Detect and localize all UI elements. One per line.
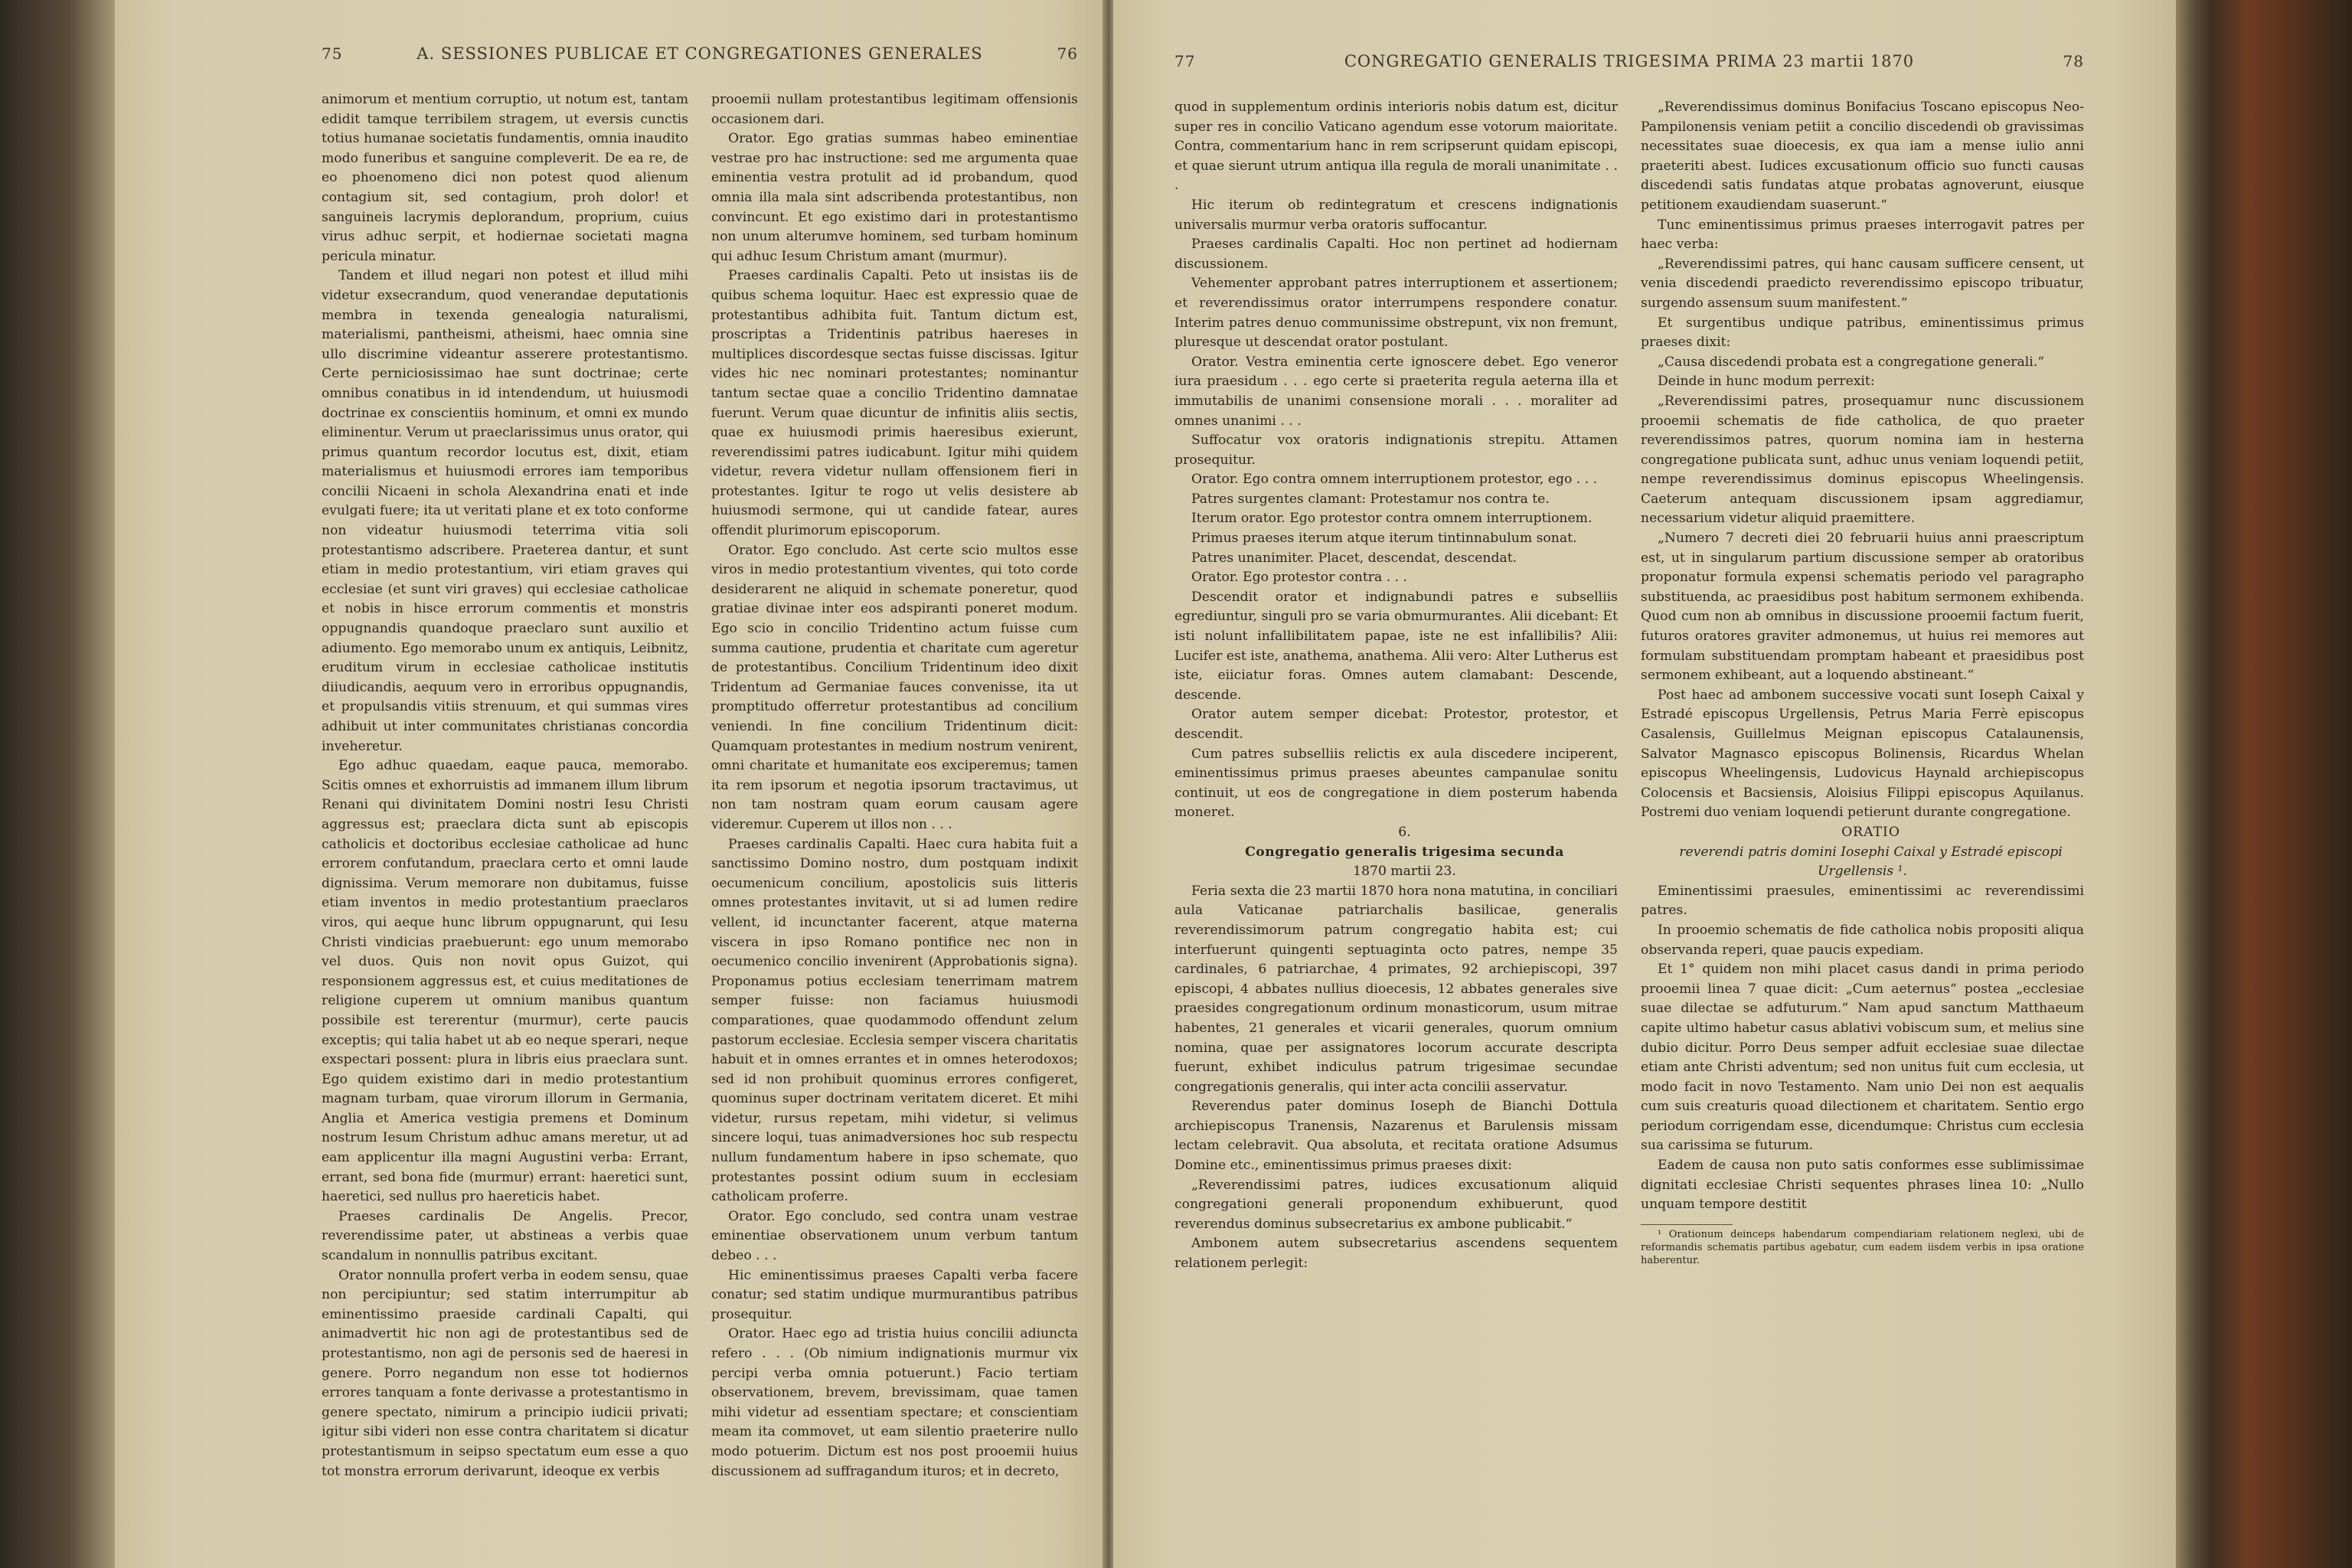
paragraph: Patres unanimiter. Placet, descendat, descendat. (1191, 550, 1517, 566)
paragraph: „Reverendissimus dominus Bonifacius Toscano episcopus Neo-Pampilonensis veniam petiit a concilio discedendi ob gravissimas necessitates suae dioecesis, ex qua iam a mense iulio anni praeteriti abest. Iudices excusationum officio suo functi causas discedendi satis fundatas atque probatas agnoverunt, eiusque petitionem exaudiendam suaserunt.“ (1641, 100, 2084, 213)
book-binding-edge (2176, 0, 2352, 1568)
paragraph: Orator. Ego concludo, sed contra unam vestrae eminentiae observationem unum verbum tantum debeo . . . (711, 1208, 1078, 1264)
paragraph: Feria sexta die 23 martii 1870 hora nona matutina, in conciliari aula Vaticanae patriarchalis basilicae, generalis reverendissimorum patrum congregatio habita est; cui interfuerunt quingenti septuaginta octo patres, nempe 35 cardinales, 6 patriarchae, 4 primates, 92 archiepiscopi, 397 episcopi, 4 abbates nullius dioecesis, 12 abbates generales sive praesides congregationum ordinum monasticorum, usum mitrae habentes, 21 generales et vicarii generales, quorum omnium nomina, quae per assignatores locorum accurate descripta fuerunt, exhibet indiculus patrum trigesimae secundae congregationis generalis, qui inter acta concilii asservatur. (1174, 883, 1618, 1095)
section-date: 1870 martii 23. (1353, 864, 1456, 880)
paragraph: Eminentissimi praesules, eminentissimi ac reverendissimi patres. (1641, 883, 2084, 919)
paragraph: Orator. Ego contra omnem interruptionem protestor, ego . . . (1191, 472, 1598, 488)
oratio-title: ORATIO (1841, 824, 1900, 840)
paragraph: Praeses cardinalis De Angelis. Precor, reverendissime pater, ut abstineas a verbis quae scandalum in nonnullis patribus excitant. (322, 1208, 688, 1264)
paragraph: Orator autem semper dicebat: Protestor, protestor, et descendit. (1174, 707, 1618, 742)
paragraph: Hic eminentissimus praeses Capalti verba facere conatur; sed statim undique murmurantibus patribus prosequitur. (711, 1267, 1078, 1322)
text-column-left (322, 90, 688, 1481)
paragraph: Eadem de causa non puto satis conformes esse sublimissimae dignitati ecclesiae Christi sequentes phrases linea 10: „Nullo unquam tempore destitit (1641, 1158, 2084, 1213)
paragraph: Patres surgentes clamant: Protestamur nos contra te. (1191, 491, 1550, 507)
paragraph: Hic iterum ob redintegratum et crescens indignationis universalis murmur verba oratoris suffocantur. (1174, 197, 1618, 233)
paragraph: Cum patres subselliis relictis ex aula discedere inciperent, eminentissimus primus praeses abeuntes campanulae sonitu continuit, ut eos de congregatione in diem posterum habenda moneret. (1174, 746, 1618, 821)
paragraph: Orator. Ego concludo. Ast certe scio multos esse viros in medio protestantium viventes, qui toto corde desiderarent ne aliquid in schemate poneretur, quod gratiae divinae inter eos adspiranti poneret modum. Ego scio in concilio Tridentino actum fuisse cum summa cautione, prudentia et charitate cum ageretur de protestantibus. Concilium Tridentinum ideo dixit Tridentum ad Germaniae fauces convenisse, ita ut promptitudo offerretur protestantibus ad concilium veniendi. In fine concilium Tridentinum dicit: Quamquam protestantes in medium nostrum venirent, omni charitate et humanitate eos exciperemus; tamen ita rem ipsorum et negotia ipsorum tractavimus, ut non tam nostram quam eorum causam agere videremur. Cuperem ut illos non . . . (711, 542, 1078, 832)
text-columns (1174, 98, 2084, 1274)
paragraph: Praeses cardinalis Capalti. Peto ut insistas iis de quibus schema loquitur. Haec est expressio quae de protestantibus adhibita fuit. Tantum dictum est, proscriptas a Tridentinis patribus haereses in multiplices discordesque sectas fuisse discissas. Igitur vides hic nec nominari protestantes; nominantur tantum sectae quae a concilio Tridentino damnatae fuerunt. Verum quae dicuntur de infinitis aliis sectis, quae ex huiusmodi primis haeresibus exierunt, reverendissimi patres iudicabunt. Igitur mihi quidem videtur, revera videtur nullam offensionem fieri in protestantes. Igitur te rogo ut velis desistere ab huiusmodi sermone, qui ut candide fatear, aures offendit plurimorum episcoporum. (711, 268, 1078, 539)
paragraph: Praeses cardinalis Capalti. Hoc non pertinet ad hodiernam discussionem. (1174, 237, 1618, 272)
paragraph: Iterum orator. Ego protestor contra omnem interruptionem. (1191, 511, 1592, 527)
paragraph: „Causa discedendi probata est a congregatione generali.“ (1658, 354, 2044, 370)
paragraph: „Reverendissimi patres, qui hanc causam sufficere censent, ut venia discedendi praedicto reverendissimo episcopo tribuatur, surgendo assensum suum manifestent.“ (1641, 256, 2084, 311)
paragraph: Tandem et illud negari non potest et illud mihi videtur exsecrandum, quod venerandae deputationis membra in texenda genealogia naturalismi, materialismi, pantheismi, atheismi, haec omnia sine ullo discrimine videantur asserere protestantismo. Certe perniciosissimao hae sunt doctrinae; certe omnibus conatibus in id intendendum, ut huiusmodi doctrinae ex conscientiis hominum, et omni ex mundo eliminentur. Verum ut praeclarissimus unus orator, qui primus quantum recordor locutus est, dixit, etiam materialismus et huiusmodi errores iam temporibus concilii Nicaeni in schola Alexandrina enati et inde evulgati fuere; ita ut veritati plane et ex toto conforme non videatur huiusmodi teterrima vitia soli protestantismo adscribere. Praeterea dantur, et sunt etiam in medio protestantium, viri etiam graves qui ecclesiae (et sunt viri graves) qui ecclesiae catholicae et nobis in hisce errorum commentis et monstris oppugnandis quandoque praeclaro sunt auxilio et adiumento. Ego memorabo unum ex antiquis, Leibnitz, eruditum virum in ecclesiae catholicae institutis diiudicandis, aequum vero in erroribus oppugnandis, et propulsandis vitiis strenuum, et qui summas vires adhibuit ut inter communitates christianas concordia inveheretur. (322, 268, 688, 754)
page-header-title: CONGREGATIO GENERALIS TRIGESIMA PRIMA 23 martii 1870 (1344, 52, 1915, 70)
paragraph: Orator. Haec ego ad tristia huius concilii adiuncta refero . . . (Ob nimium indignationis murmur vix percipi verba omnia potuerunt.) Facio tertiam observationem, brevem, brevissimam, quae tamen mihi videtur ad essentiam spectare; et conscientiam meam ita commovet, ut eam silentio praeterire nullo modo potuerim. Dictum est nos post prooemii huius discussionem ad suffragandum ituros; et in decreto, (711, 1326, 1078, 1479)
paragraph: Ambonem autem subsecretarius ascendens sequentem relationem perlegit: (1174, 1236, 1618, 1272)
paragraph: Et surgentibus undique patribus, eminentissimus primus praeses dixit: (1641, 315, 2084, 351)
paragraph: Descendit orator et indignabundi patres e subselliis egrediuntur, singuli pro se varia obmurmurantes. Alii dicebant: Et isti nolunt infallibilitatem papae, iste ne est infallibilis? Alii: Lucifer est iste, anathema, anathema. Alii vero: Alter Lutherus est iste, eiiciatur foras. Omnes autem clamabant: Descende, descende. (1174, 589, 1618, 703)
paragraph: prooemii nullam protestantibus legitimam offensionis occasionem dari. (711, 92, 1078, 127)
paragraph: „Numero 7 decreti diei 20 februarii huius anni praescriptum est, ut in singularum partium discussione semper ab oratoribus proponatur formula expensi schematis periodo vel paragrapho substituenda, ac praesidibus post habitum sermonem exhibenda. Quod cum non ab omnibus in discussione prooemii factum fuerit, futuros oratores graviter admonemus, ut huius rei memores aut formulam substituendam promptam habeant et praesidibus post sermonem exhibeant, aut a loquendo abstineant.“ (1641, 531, 2084, 684)
paragraph: Post haec ad ambonem successive vocati sunt Ioseph Caixal y Estradé episcopus Urgellensis, Petrus Maria Ferrè episcopus Casalensis, Guillelmus Meignan episcopus Catalaunensis, Salvator Magnasco episcopus Bolinensis, Ricardus Whelan episcopus Wheelingensis, Ludovicus Haynald archiepiscopus Colocensis et Bacsiensis, Aloisius Filippi episcopus Aquilanus. Postremi duo veniam loquendi petierunt durante congregatione. (1641, 687, 2084, 821)
paragraph: „Reverendissimi patres, prosequamur nunc discussionem prooemii schematis de fide catholica, de quo praeter reverendissimos patres, quorum nomina iam in hesterna congregatione publicata sunt, adhuc unus veniam loquendi petiit, nempe reverendissimus dominus episcopus Wheelingensis. Caeterum antequam discussionem ipsam aggrediamur, necessarium videtur aliquid praemittere. (1641, 393, 2084, 527)
page-header-title: A. SESSIONES PUBLICAE ET CONGREGATIONES GENERALES (416, 44, 983, 63)
paragraph: „Reverendissimi patres, iudices excusationum aliquid congregationi generali proponendum exhibuerunt, quod reverendus dominus subsecretarius ex ambone publicabit.“ (1174, 1177, 1618, 1232)
paragraph: Praeses cardinalis Capalti. Haec cura habita fuit a sanctissimo Domino nostro, dum postquam indixit oecumenicum concilium, apostolicis suis litteris omnes protestantes invitavit, ut si ad lumen redire vellent, id incunctanter facerent, atque materna viscera in ipso Romano pontifice nec non in oecumenico concilio invenirent (Approbationis signa). Proponamus potius ecclesiam tenerrimam matrem semper fuisse: non faciamus huiusmodi comparationes, quae quodammodo offendunt zelum pastorum ecclesiae. Ecclesia semper viscera charitatis habuit et in omnes errantes et in omnes heterodoxos; sed id non prohibuit quominus errores configeret, quominus super doctrinam veritatem diceret. Et mihi videtur, rursus repetam, mihi videtur, si velimus sincere loqui, tuas animadversiones hoc sub respectu nullum fundamentum habere in ipso schemate, quo protestantes possint odium suum in ecclesiam catholicam proferre. (711, 836, 1078, 1205)
paragraph: animorum et mentium corruptio, ut notum est, tantam edidit tamque terribilem stragem, ut eversis cunctis totius humanae societatis fundamentis, omnia inaudito modo funeribus et sanguine compleverit. De ea re, de eo phoenomeno dici non potest quod alienum contagium sit, sed contagium, proh dolor! et sanguineis lacrymis deplorandum, proprium, cuius virus adhuc serpit, et hodiernae societati magna pericula minatur. (322, 92, 688, 264)
paragraph: Vehementer approbant patres interruptionem et assertionem; et reverendissimus orator interrumpens respondere conatur. Interim patres denuo communissime obstrepunt, vix non fremunt, pluresque ut descendat orator postulant. (1174, 276, 1618, 351)
text-columns (322, 90, 1078, 1481)
oratio-subtitle: reverendi patris domini Iosephi Caixal y Estradé episcopi Urgellensis ¹. (1679, 844, 2063, 880)
right-page (1113, 0, 2176, 1568)
paragraph: Orator. Vestra eminentia certe ignoscere debet. Ego veneror iura praesidum . . . ego certe si praeterita regula aeterna illa et immutabilis de unanimi consensione morali . . . moraliter ad omnes unanimi . . . (1174, 354, 1618, 429)
paragraph: Primus praeses iterum atque iterum tintinnabulum sonat. (1191, 531, 1577, 547)
running-head-left (322, 44, 1078, 63)
paragraph: Reverendus pater dominus Ioseph de Bianchi Dottula archiepiscopus Tranensis, Nazarenus et Barulensis missam lectam celebravit. Qua absoluta, et recitata oratione Adsumus Domine etc., eminentissimus primus praeses dixit: (1174, 1099, 1618, 1174)
running-head-right (1174, 52, 2084, 70)
footnote: ¹ Orationum deinceps habendarum compendiariam relationem neglexi, ubi de reformandis schematis partibus agebatur, cum eadem iisdem verbis in ipsa oratione haberentur. (1641, 1228, 2084, 1266)
left-page (115, 0, 1106, 1568)
paragraph: Orator nonnulla profert verba in eodem sensu, quae non percipiuntur; sed statim interrumpitur ab eminentissimo praeside cardinali Capalti, qui animadvertit hic non agi de protestantibus sed de protestantismo, non agi de personis sed de haeresi in genere. Porro negandum non esse tot hodiernos errores tanquam a fonte derivasse a protestantismo in genere spectato, nimirum a principio iudicii privati; igitur sibi videri non esse contra charitatem si dicatur protestantismum in seipso spectatum eum esse a quo tot monstra errorum derivarunt, ideoque ex verbis (322, 1267, 688, 1479)
paragraph: Ego adhuc quaedam, eaque pauca, memorabo. Scitis omnes et exhorruistis ad immanem illum librum Renani qui divinitatem Domini nostri Iesu Christi aggressus est; praeclara dicta sunt ab episcopis catholicis et doctoribus ecclesiae catholicae ad hunc errorem confutandum, praeclara certo et omni laude dignissima. Verum memorare non dubitamus, fuisse etiam inventos in medio protestantium praeclaros viros, qui aeque hunc librum oppugnarunt, qui Iesu Christi vindicias praebuerunt: ego unum memorabo vel duos. Quis non novit opus Guizot, qui responsionem aggressus est, et cuius meditationes de religione cuperem ut omnium manibus quantum possibile est tererentur (murmur), certe paucis exceptis; qui talia habet ut ab eo neque sperari, neque exspectari possent: plura in libris eius praeclara sunt. Ego quidem existimo dari in medio protestantium magnam turbam, quae virorum illorum in Germania, Anglia et America vestigia premens et Dominum nostrum Iesum Christum adhuc amans meretur, ut ad eam applicentur illa magni Augustini verba: Errant, errant, sed bona fide (murmur) errant: haeretici sunt, haeretici, sed nullus pro haereticis habet. (322, 758, 688, 1205)
page-number: 76 (1057, 44, 1078, 63)
paragraph: Orator. Ego gratias summas habeo eminentiae vestrae pro hac instructione: sed me argumenta quae eminentia vestra protulit ad id probandum, quod omnia illa mala sint adscribenda protestantibus, non convincunt. Et ego existimo dari in protestantismo non unum alterumve hominem, sed turbam hominum qui adhuc Iesum Christum amant (murmur). (711, 131, 1078, 264)
paragraph: In prooemio schematis de fide catholica nobis propositi aliqua observanda reperi, quae paucis expediam. (1641, 922, 2084, 958)
page-number: 77 (1174, 52, 1196, 70)
text-column-left (1174, 98, 1618, 1274)
text-column-right (711, 90, 1078, 1481)
book-edge-left (0, 0, 115, 1568)
paragraph: Suffocatur vox oratoris indignationis strepitu. Attamen prosequitur. (1174, 433, 1618, 468)
paragraph: Tunc eminentissimus primus praeses interrogavit patres per haec verba: (1641, 217, 2084, 253)
paragraph: Et 1° quidem non mihi placet casus dandi in prima periodo prooemii linea 7 quae dicit: „Cum aeternus“ postea „ecclesiae suae dilectae se adfuturum.“ Nam apud sanctum Matthaeum capite ultimo habetur casus ablativi vobiscum sum, et melius sine dubio dicitur. Porro Deus semper adfuit ecclesiae suae dilectae etiam ante Christi adventum; sed non unitus fuit cum ecclesia, ut modo facit in novo Testamento. Nam unio Dei non est aequalis cum suis creaturis quoad dilectionem et charitatem. Sentio ergo periodum corrigendam esse, dicendumque: Christus cum ecclesia sua carissima se futurum. (1641, 962, 2084, 1154)
footnote-rule (1641, 1224, 1733, 1225)
paragraph: quod in supplementum ordinis interioris nobis datum est, dicitur super res in concilio Vaticano agendum esse votorum maioritate. Contra, commentarium hanc in rem scripserunt quidam episcopi, et quae sierunt utrum antiqua illa regula de morali unanimitate . . . (1174, 100, 1618, 194)
section-number: 6. (1398, 824, 1411, 840)
page-number: 78 (2063, 52, 2084, 70)
paragraph: Orator. Ego protestor contra . . . (1191, 570, 1408, 586)
paragraph: Deinde in hunc modum perrexit: (1658, 374, 1875, 390)
section-title: Congregatio generalis trigesima secunda (1245, 844, 1564, 860)
text-column-right (1641, 98, 2084, 1274)
page-number: 75 (322, 44, 343, 63)
